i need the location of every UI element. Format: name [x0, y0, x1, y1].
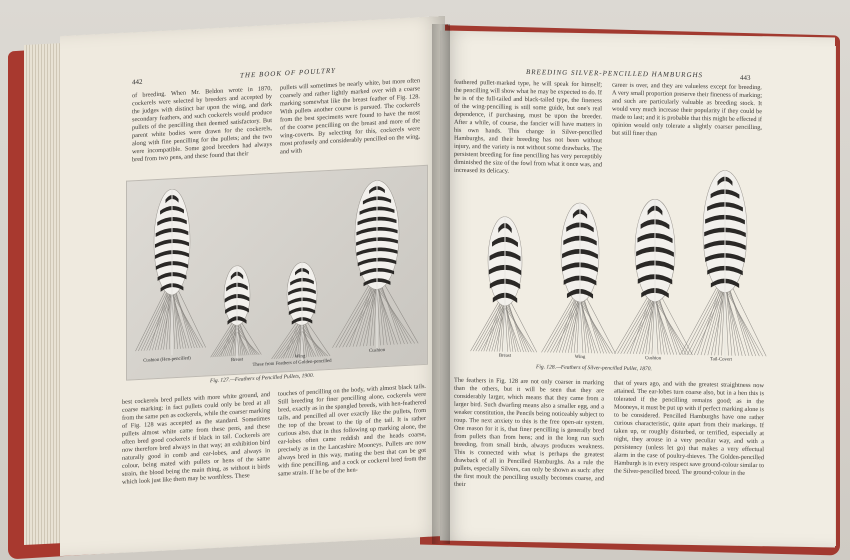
right-figure-caption: Fig. 128.—Feathers of Silver-pencilled Pullet, 1870.	[536, 364, 652, 373]
left-page-number: 442	[132, 77, 143, 87]
left-label-1: Cushion (Hen-pencilled)	[143, 356, 191, 364]
page-edges-left	[24, 43, 64, 545]
right-feather-4	[680, 170, 766, 362]
left-label-4: Cushion	[369, 348, 385, 354]
right-feather-3	[614, 199, 692, 361]
right-label-1: Breast	[498, 353, 512, 359]
right-label-2: Wing	[574, 354, 586, 361]
right-top-column-2: career is over, and they are valueless except for breeding. A very small proportion preserve their fineness of marking; and such are particularly valuable as breeding stock. It would very much increase their popularity if they could be made to last; and it is probable that this might be effected if opinion would only tolerate a slightly coarser pencilling, but still finer than	[612, 81, 762, 138]
left-bottom-column-1: best cockerels bred pullets with more white ground, and coarse marking: in fact pullets could only be bred at all from the same pen as cockerels, while the coarser marking of Fig. 128 was accepted as the standard. Sometimes pullets almost white came from these pens, and these often bred good cockerels if black in tail. Cockerels are now therefore bred always in that way; an exhibition bird naturally good in comb and ear-lobes, and always in colour, being mated with pullets or hens of the same strain, the blood being the main thing, as without it birds which look just like them may be worthless. These	[122, 391, 270, 486]
left-page	[60, 16, 445, 556]
right-label-4: Tail-Covert	[709, 357, 733, 363]
left-feather-4	[332, 178, 418, 353]
right-top-column-1: feathered pullet-marked type, he will speak for himself; the pencilling will show what he may be expected to do. If he is of the full-tailed and black-tailed type, the fineness of the wing-pencilling is still some guide, but one's real dependence, if purchasing, must be upon the breeder. After a while, of course, the fancier will have matters in his own hands. This change in Silver-pencilled Hamburghs, and their breeding has not been without injury, and the variety is not without some drawbacks. The persistent breeding for fine pencilling has very perceptibly diminished the size of the fowl from what it once was, and increased its delicacy.	[454, 78, 602, 175]
right-bottom-column-1: The feathers in Fig. 128 are not only coarser in marking than the others, but it will be seen that they are considerably larger, which means that they came from a larger bird. Such dwarfing means also a smaller egg, and a weaker constitution, the Pencils being noticeably subject to roup. The next anxiety to this is the free open-air system. One reason for it is, that finer pencilling is generally bred from pullets than from hens; and in the long run such breeding, from small birds, always produces weakness. This is connected with what is perhaps the greatest drawback of all in Pencilled Hamburghs. As a rule the pullets, especially Silvers, can only be shown as such: after the first moult the pencilling usually becomes coarse, and their	[454, 376, 604, 488]
right-feather-1	[471, 216, 537, 358]
left-feather-2	[211, 265, 262, 364]
left-feather-3	[272, 261, 331, 365]
left-running-header: THE BOOK OF POULTRY	[240, 66, 336, 80]
right-feathers-illustration	[470, 161, 790, 367]
left-label-3: Wing	[294, 354, 306, 360]
left-top-column-2: pullets will sometimes be nearly white, but more often coarsely and rather lightly marked over with a coarse marking somewhat like the breast feather of Fig. 128. With pullets another course is pursued. The cockerels from the best specimens were found to have the most of the coarse pencilling on the breast and more of the wing-coverts. By selecting for this, cockerels were most profusely and considerably pencilled on the wing, and with	[280, 77, 420, 156]
left-feather-1	[135, 187, 205, 357]
left-plate-subcaption: These from Feathers of Golden-pencilled	[252, 358, 332, 369]
left-label-2: Breast	[230, 357, 244, 364]
left-figure-caption: Fig. 127.—Feathers of Pencilled Pullets, 1900.	[210, 372, 315, 385]
right-label-3: Cushion	[645, 356, 661, 362]
left-top-column-1: of breeding. When Mr. Beldon wrote in 1870, cockerels were selected by breeders and accepted by the judges with distinct bar upon the wing, and dark secondary feathers, and such cockerels would produce pullets of the pencilling then deemed satisfactory. But parent white bodies were drawn for the cockerels, along with fine pencilling for the pullets; and the two were incompatible. Some good breeders had always bred from two pens, and these found that their	[132, 84, 272, 164]
right-page-number: 443	[740, 73, 751, 82]
left-bottom-column-2: touches of pencilling on the body, with almost black tails. Still breeding for finer pencilling alone, cockerels were bred, exactly as in the spangled breeds, with hen-feathered tails, and pencilled all over exactly like the pullets, from the top of the breast to the tip of the tail. It is rather curious also, that in thus following up marking alone, the ear-lobes often came reddish and the heads coarse, precisely as in the Lancashire Mooneys. Pullets are now always bred in this way, mating the best that can be got with fine pencilling, and a cock or cockerel bred from the same strain. If he be of the hen-	[278, 382, 426, 478]
book-gutter-shadow	[432, 24, 450, 544]
right-bottom-column-2: that of years ago, and with the greatest straightness now attained. The ear-lobes turn coarse also, but in a hen this is tolerated if the pencilling remains good; as in the Mooneys, it must be put up with if perfect marking alone is to be considered. Pencilled Hamburghs have one rather curious characteristic, quite apart from their markings. If taken up, or roughly disturbed, or terrified, especially at night, they arouse in a very peculiar way, and with a persistency (unless let go) that makes a very effectual alarm in the case of poultry-thieves. The Golden-pencilled Hamburgh is in every respect save ground-colour similar to the Silver-pencilled breed. The ground-colour in the	[614, 379, 764, 477]
right-page	[440, 31, 835, 548]
right-feather-2	[541, 202, 615, 359]
left-feather-plate	[126, 165, 428, 381]
right-running-header: BREEDING SILVER-PENCILLED HAMBURGHS	[526, 68, 704, 80]
